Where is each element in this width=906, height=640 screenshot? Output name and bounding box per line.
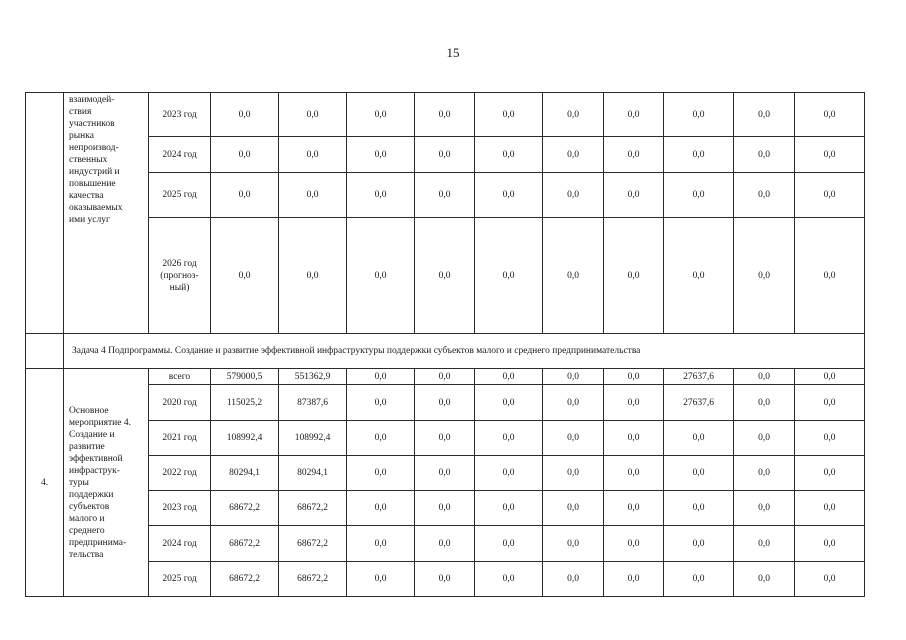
table-row	[26, 218, 865, 334]
value-cell: 0,0	[664, 173, 734, 218]
value-cell: 0,0	[543, 385, 604, 421]
value-cell: 27637,6	[664, 369, 734, 385]
value-cell: 0,0	[604, 173, 664, 218]
value-cell: 0,0	[795, 369, 865, 385]
year-cell: 2024 год	[149, 137, 211, 173]
value-cell: 0,0	[664, 137, 734, 173]
value-cell: 0,0	[543, 456, 604, 491]
value-cell: 0,0	[211, 173, 279, 218]
value-cell: 68672,2	[211, 526, 279, 562]
value-cell: 0,0	[604, 526, 664, 562]
value-cell: 68672,2	[211, 562, 279, 597]
measure-description: взаимодей- ствия участников рынка непроизвод- ственных индустрий и повышение качества оказываемых ими услуг	[64, 93, 149, 334]
value-cell: 0,0	[664, 456, 734, 491]
value-cell: 0,0	[664, 526, 734, 562]
value-cell: 68672,2	[279, 562, 347, 597]
value-cell: 0,0	[347, 526, 415, 562]
value-cell: 0,0	[475, 218, 543, 334]
value-cell: 0,0	[279, 218, 347, 334]
year-cell: 2020 год	[149, 385, 211, 421]
value-cell: 0,0	[604, 562, 664, 597]
value-cell: 0,0	[415, 456, 475, 491]
value-cell: 0,0	[543, 173, 604, 218]
value-cell: 0,0	[347, 137, 415, 173]
year-cell: 2023 год	[149, 491, 211, 526]
value-cell: 0,0	[475, 562, 543, 597]
value-cell: 0,0	[604, 491, 664, 526]
value-cell: 0,0	[475, 93, 543, 137]
value-cell: 0,0	[604, 385, 664, 421]
table-row	[26, 456, 865, 491]
value-cell: 0,0	[795, 491, 865, 526]
value-cell: 0,0	[415, 218, 475, 334]
value-cell: 0,0	[734, 456, 795, 491]
value-cell: 0,0	[543, 562, 604, 597]
value-cell: 0,0	[734, 93, 795, 137]
value-cell: 0,0	[664, 562, 734, 597]
value-cell: 0,0	[795, 385, 865, 421]
value-cell: 0,0	[795, 93, 865, 137]
value-cell: 115025,2	[211, 385, 279, 421]
value-cell: 0,0	[604, 456, 664, 491]
value-cell: 0,0	[664, 93, 734, 137]
task-row	[26, 334, 865, 369]
value-cell: 0,0	[664, 491, 734, 526]
value-cell: 0,0	[279, 173, 347, 218]
value-cell: 0,0	[347, 456, 415, 491]
table-row	[26, 137, 865, 173]
value-cell: 0,0	[734, 385, 795, 421]
value-cell: 0,0	[415, 369, 475, 385]
value-cell: 0,0	[734, 421, 795, 456]
value-cell: 0,0	[795, 456, 865, 491]
value-cell: 0,0	[347, 173, 415, 218]
year-cell: 2024 год	[149, 526, 211, 562]
value-cell: 0,0	[347, 369, 415, 385]
value-cell: 0,0	[415, 173, 475, 218]
row-number-cell: 4.	[26, 369, 64, 597]
year-cell: 2026 год (прогноз- ный)	[149, 218, 211, 334]
page-number: 15	[446, 45, 460, 60]
row-number-cell	[26, 93, 64, 334]
value-cell: 0,0	[347, 421, 415, 456]
value-cell: 0,0	[734, 137, 795, 173]
value-cell: 0,0	[279, 137, 347, 173]
value-cell: 0,0	[279, 93, 347, 137]
value-cell: 0,0	[734, 491, 795, 526]
value-cell: 0,0	[604, 369, 664, 385]
value-cell: 68672,2	[279, 491, 347, 526]
value-cell: 551362,9	[279, 369, 347, 385]
row-number-cell	[26, 334, 64, 369]
value-cell: 0,0	[475, 421, 543, 456]
value-cell: 0,0	[415, 385, 475, 421]
value-cell: 0,0	[415, 526, 475, 562]
value-cell: 0,0	[211, 137, 279, 173]
value-cell: 0,0	[734, 173, 795, 218]
value-cell: 0,0	[543, 421, 604, 456]
value-cell: 0,0	[543, 218, 604, 334]
value-cell: 0,0	[604, 93, 664, 137]
value-cell: 0,0	[604, 421, 664, 456]
value-cell: 87387,6	[279, 385, 347, 421]
value-cell: 0,0	[415, 562, 475, 597]
value-cell: 0,0	[543, 137, 604, 173]
year-cell: 2025 год	[149, 173, 211, 218]
value-cell: 579000,5	[211, 369, 279, 385]
value-cell: 68672,2	[211, 491, 279, 526]
value-cell: 0,0	[734, 218, 795, 334]
value-cell: 68672,2	[279, 526, 347, 562]
table-row	[26, 526, 865, 562]
value-cell: 0,0	[795, 137, 865, 173]
value-cell: 0,0	[415, 491, 475, 526]
table-row	[26, 369, 865, 385]
value-cell: 0,0	[415, 137, 475, 173]
value-cell: 0,0	[543, 526, 604, 562]
year-cell: 2023 год	[149, 93, 211, 137]
value-cell: 0,0	[475, 137, 543, 173]
value-cell: 0,0	[475, 491, 543, 526]
value-cell: 0,0	[795, 218, 865, 334]
value-cell: 0,0	[734, 526, 795, 562]
value-cell: 0,0	[795, 562, 865, 597]
value-cell: 0,0	[664, 218, 734, 334]
value-cell: 0,0	[475, 385, 543, 421]
value-cell: 0,0	[795, 173, 865, 218]
value-cell: 0,0	[347, 385, 415, 421]
value-cell: 0,0	[347, 218, 415, 334]
value-cell: 0,0	[543, 491, 604, 526]
value-cell: 0,0	[604, 137, 664, 173]
year-cell: 2021 год	[149, 421, 211, 456]
value-cell: 0,0	[347, 93, 415, 137]
value-cell: 0,0	[475, 526, 543, 562]
value-cell: 27637,6	[664, 385, 734, 421]
value-cell: 80294,1	[211, 456, 279, 491]
value-cell: 0,0	[415, 93, 475, 137]
value-cell: 0,0	[211, 93, 279, 137]
budget-table	[25, 92, 865, 597]
value-cell: 0,0	[734, 562, 795, 597]
value-cell: 0,0	[543, 93, 604, 137]
table-row	[26, 421, 865, 456]
value-cell: 0,0	[347, 562, 415, 597]
measure-description: Основное мероприятие 4. Создание и развитие эффективной инфраструк- туры поддержки субъектов малого и среднего предпринима- тельства	[64, 369, 149, 597]
value-cell: 0,0	[543, 369, 604, 385]
value-cell: 0,0	[604, 218, 664, 334]
value-cell: 0,0	[795, 526, 865, 562]
value-cell: 0,0	[475, 173, 543, 218]
value-cell: 108992,4	[279, 421, 347, 456]
value-cell: 80294,1	[279, 456, 347, 491]
table-row	[26, 385, 865, 421]
value-cell: 0,0	[211, 218, 279, 334]
table-row	[26, 562, 865, 597]
value-cell: 0,0	[734, 369, 795, 385]
year-cell: 2025 год	[149, 562, 211, 597]
table-row	[26, 93, 865, 137]
value-cell: 0,0	[347, 491, 415, 526]
value-cell: 108992,4	[211, 421, 279, 456]
year-cell: 2022 год	[149, 456, 211, 491]
value-cell: 0,0	[664, 421, 734, 456]
value-cell: 0,0	[795, 421, 865, 456]
table-row	[26, 173, 865, 218]
value-cell: 0,0	[415, 421, 475, 456]
task-title: Задача 4 Подпрограммы. Создание и развитие эффективной инфраструктуры поддержки субъектов малого и среднего предпринимательства	[64, 334, 865, 369]
year-cell: всего	[149, 369, 211, 385]
value-cell: 0,0	[475, 369, 543, 385]
table-row	[26, 491, 865, 526]
value-cell: 0,0	[475, 456, 543, 491]
